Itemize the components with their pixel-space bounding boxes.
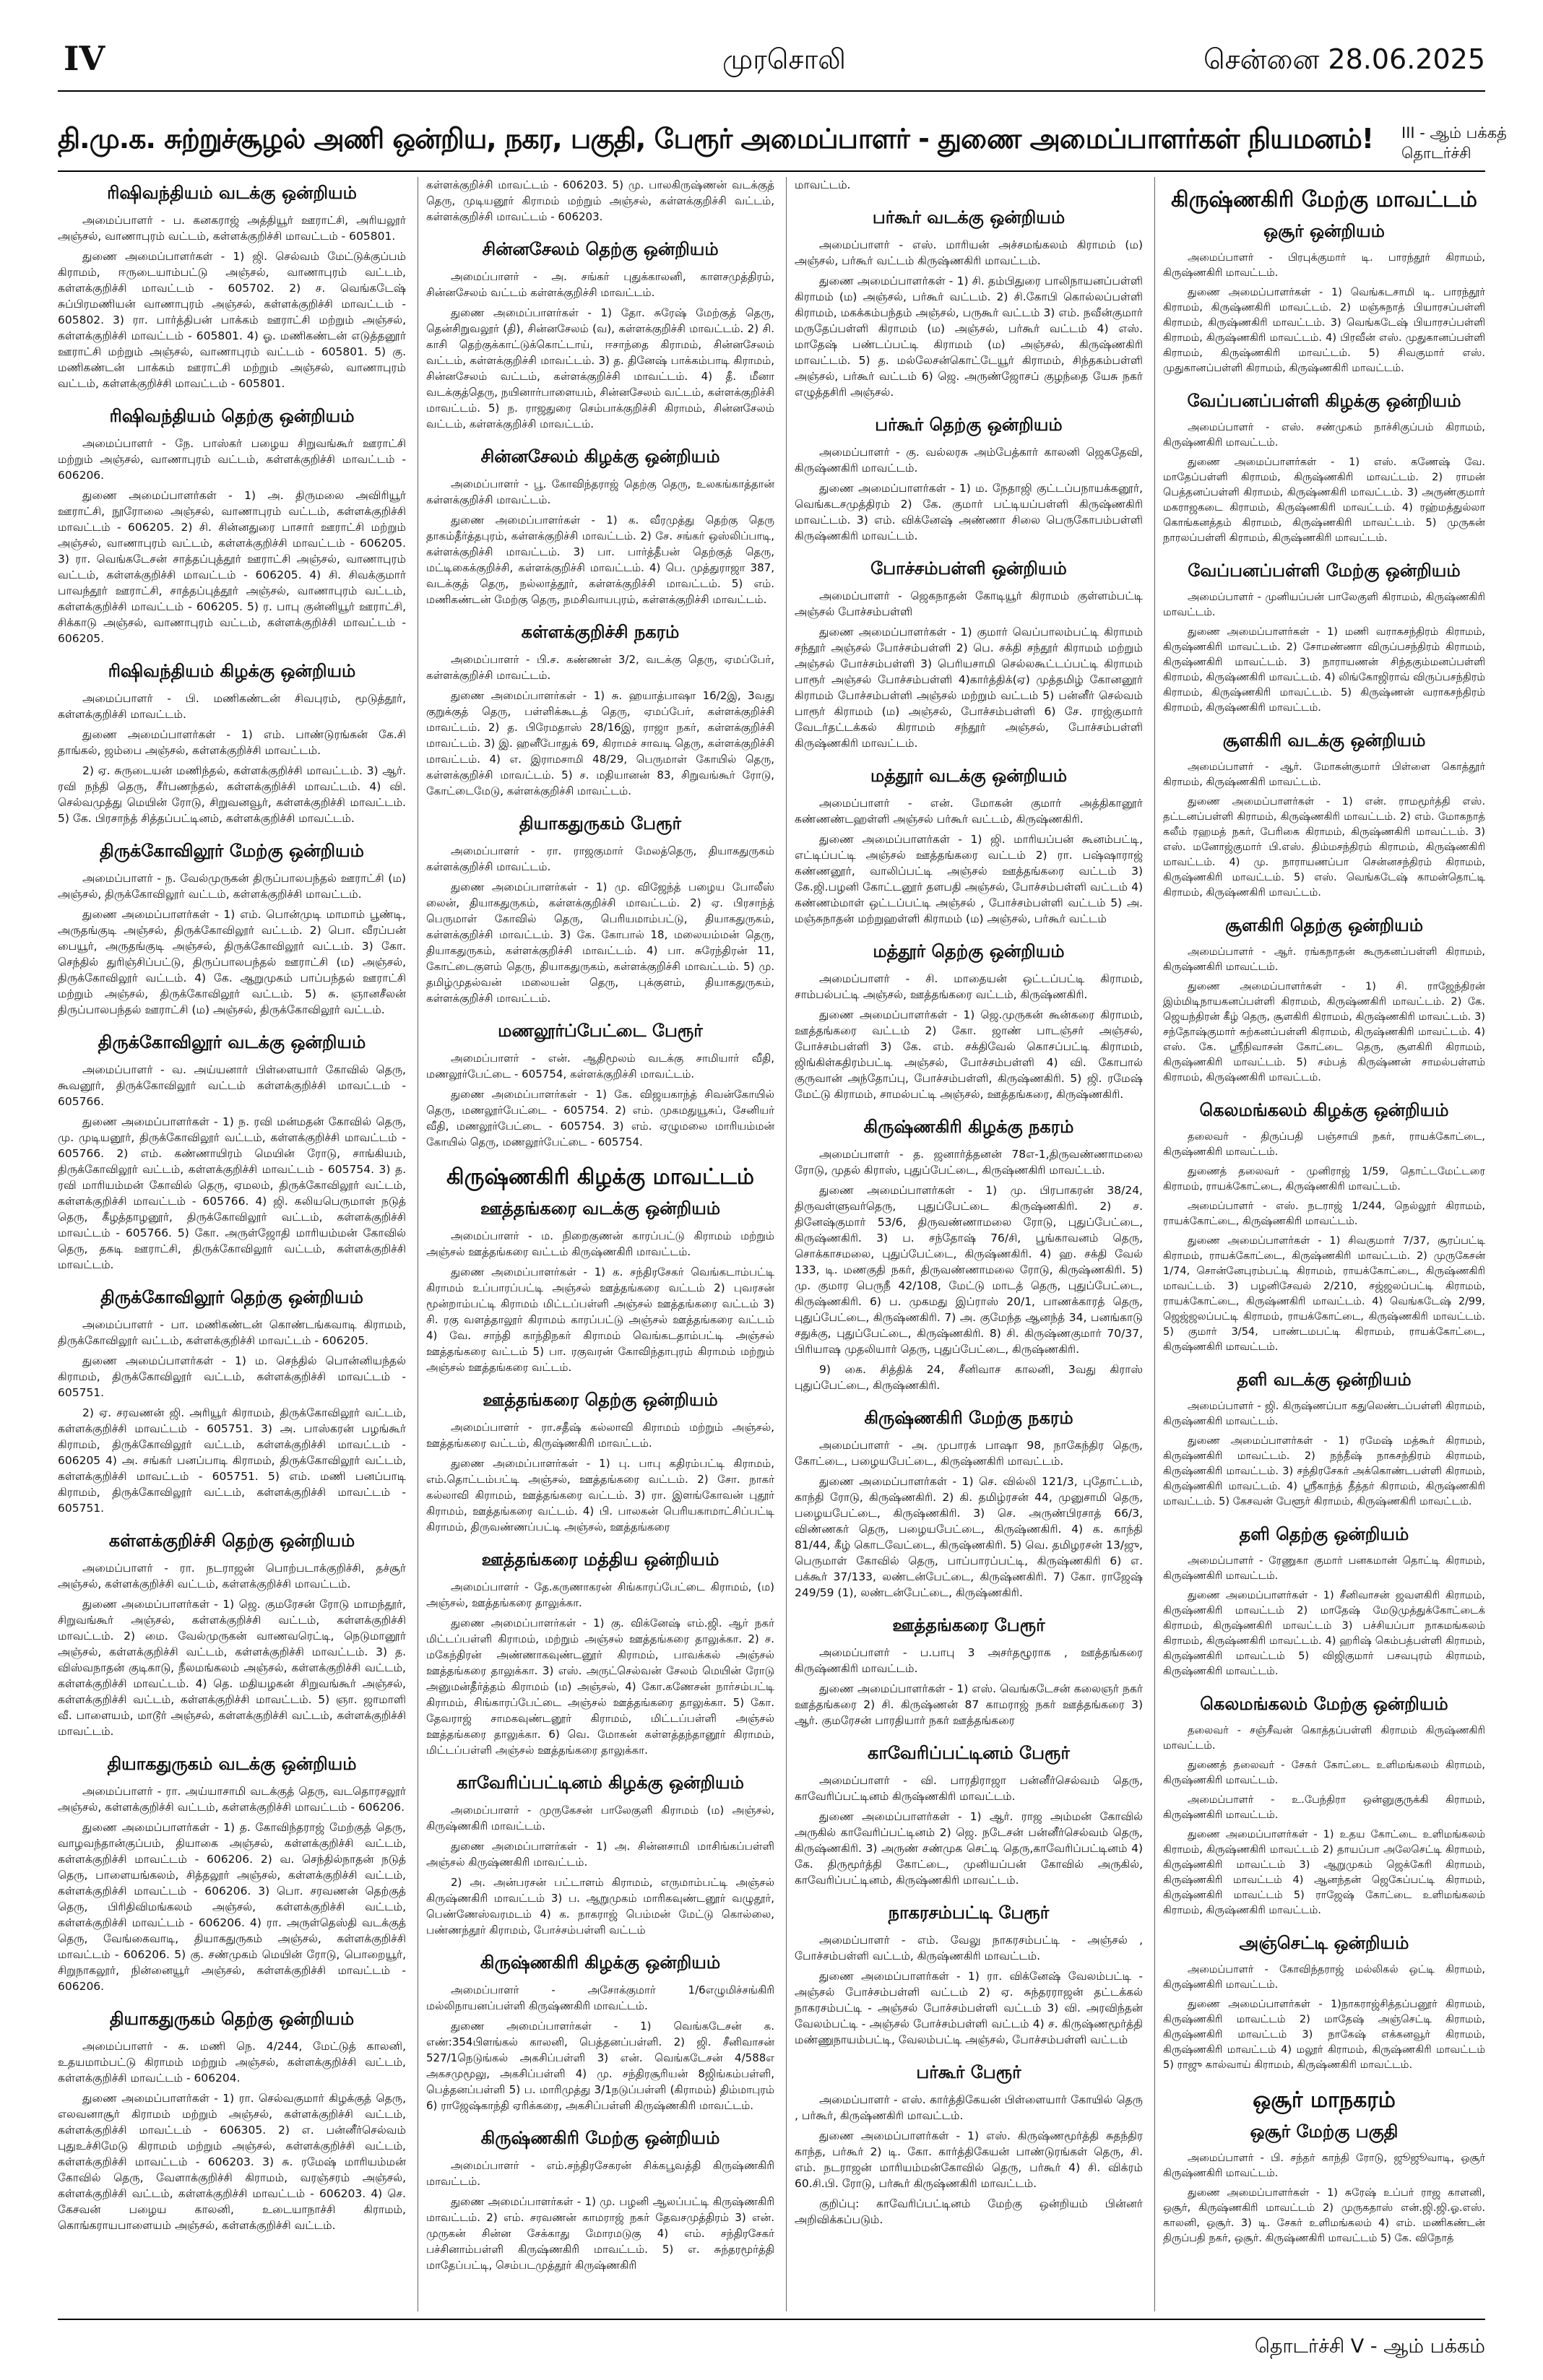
appointment-section bbox=[795, 558, 1143, 751]
appointment-paragraph: துணை அமைப்பாளர்கள் - 1) ஜெ.முருகன் கூன்கரை கிராமம், ஊத்தங்கரை வட்டம் 2) கோ. ஜாண் பாடஞ்சர் அஞ்சல், போச்சம்பள்ளி 3) கே. எம். சக்திவேல் கொசப்பட்டி கிராமம், ஜிங்கிள்கதிரம்பட்டி அஞ்சல், போச்சம்பள்ளி 4) வி. கோபால் குருவான் அந்தோப்பு, போச்சம்பள்ளி, கிருஷ்ணகிரி. 5) ஜி. ரமேஷ் மேட்டு கிராமம், சாமல்பட்டி அஞ்சல், ஊத்தங்கரை, கிருஷ்ணகிரி. bbox=[795, 1008, 1143, 1101]
appointment-paragraph: துணை அமைப்பாளர்கள் - 1) குமார் வெப்பாலம்பட்டி கிராமம் சந்தூர் அஞ்சல் போச்சம்பள்ளி 2) பெ. சக்தி சந்தூர் கிராமம் மற்றும் அஞ்சல் போச்சம்பள்ளி 3) பெரியசாமி செல்லகூட்டப்பட்டி கிராமம் பாரூர் அஞ்சல் போச்சம்பள்ளி 4)கார்த்திக்(ஏ) முத்தமிழ் கோனனூர் கிராமம் போச்சம்பள்ளி அஞ்சல் மற்றும் வட்டம் 5) பன்னீர் செல்வம் பாரூர் கிராமம் (ம) அஞ்சல், போச்சம்பள்ளி 6) சே. ராஜ்குமார் வேடர்தட்டக்கல் கிராமம் சந்தூர் அஞ்சல், போச்சம்பள்ளி கிருஷ்ணகிரி மாவட்டம். bbox=[795, 626, 1143, 750]
section-heading: கிருஷ்ணகிரி கிழக்கு நகரம் bbox=[863, 1117, 1074, 1137]
appointment-paragraph: துணை அமைப்பாளர்கள் - 1) பு. பாபு கதிரம்பட்டி கிராமம், எம்.தொட்டம்பட்டி அஞ்சல், ஊத்தங்கரை வட்டம். 2) சோ. நாகர் கல்லாவி கிராமம், ஊத்தங்கரை வட்டம். 3) ரா. இளங்கோவன் புதூர் கிராமம், ஊத்தங்கரை வட்டம். 4) பி. பாலகன் பெரியகாமாட்சிப்பட்டி கிராமம், திருவண்ணப்பட்டி அஞ்சல், ஊத்தங்கரை bbox=[426, 1457, 774, 1533]
appointment-paragraph: துணை அமைப்பாளர்கள் - 1) அ. திருமலை அவிரியூர் ஊராட்சி, நூரோலை அஞ்சல், வாணாபுரம் வட்டம், கள்ளக்குறிச்சி மாவட்டம் - 606205. 2) சி. சின்னதுரை பாசார் ஊராட்சி மற்றும் அஞ்சல், வாணாபுரம் வட்டம், கள்ளக்குறிச்சி மாவட்டம் - 606205. 3) ரா. வெங்கடேசன் சாத்தப்புத்தூர் ஊராட்சி அஞ்சல், வாணாபுரம் வட்டம், கள்ளக்குறிச்சி மாவட்டம் - 606205. 4) சி. சிவக்குமார் பாவந்தூர் ஊராட்சி, சாத்தப்புத்தூர் அஞ்சல், வாணாபுரம் வட்டம், கள்ளக்குறிச்சி மாவட்டம் - 606205. 5) ர. பாபு குன்னியூர் ஊராட்சி, சிக்காடு அஞ்சல், வாணாபுரம் வட்டம், கள்ளக்குறிச்சி மாவட்டம் - 606205. bbox=[58, 489, 406, 645]
appointment-paragraph: அமைப்பாளர் - வ. அய்யனார் பிள்ளையார் கோவில் தெரு, கூவனூர், திருக்கோவிலூர் வட்டம் கள்ளக்குறிச்சி மாவட்டம் - 605766. bbox=[58, 1063, 406, 1108]
appointment-paragraph: அமைப்பாளர் - நே. பாஸ்கர் பழைய சிறுவங்கூர் ஊராட்சி மற்றும் அஞ்சல், வாணாபுரம் வட்டம், கள்ளக்குறிச்சி மாவட்டம் - 606206. bbox=[58, 437, 406, 482]
appointment-section bbox=[426, 1021, 774, 1150]
appointment-section bbox=[795, 1743, 1143, 1888]
appointment-paragraph: துணை அமைப்பாளர்கள் - 1) ம. செந்தில் பொன்னியந்தல் கிராமம், திருக்கோவிலூர் வட்டம், கள்ளக்குறிச்சி மாவட்டம் - 605751. bbox=[58, 1354, 406, 1399]
section-heading: ஒசூர் ஒன்றியம் bbox=[1263, 221, 1385, 241]
appointment-paragraph: மாவட்டம். bbox=[795, 178, 851, 191]
appointment-paragraph: துணை அமைப்பாளர்கள் - 1) எஸ். கிருஷ்ணமூர்த்தி சுதந்திர காந்த, பர்கூர் 2) டி. கோ. கார்த்திகேயன் பாண்டுரங்கள் தெரு, சி. எம். நடராஜன் மாரியம்மன்கோவில் தெரு, பர்கூர் 4) சி. விக்ரம் 60.சி.பி. ரோடு, பர்கூர் கிருஷ்ணகிரி மாவட்டம். bbox=[795, 2129, 1143, 2190]
appointment-paragraph: அமைப்பாளர் - ரா. நடராஜன் பொற்படாக்குறிச்சி, தச்சூர் அஞ்சல், கள்ளக்குறிச்சி வட்டம், கள்ளக்குறிச்சி மாவட்டம். bbox=[58, 1562, 406, 1591]
appointment-paragraph: அமைப்பாளர் - பி.ச. கண்ணன் 3/2, வடக்கு தெரு, ஏமப்பேர், கள்ளக்குறிச்சி மாவட்டம். bbox=[426, 653, 774, 682]
column-divider bbox=[786, 177, 787, 2311]
appointment-paragraph: அமைப்பாளர் - என். மோகன் குமார் அத்திகானூர் கண்ணண்டஹள்ளி அஞ்சல் பர்கூர் வட்டம், கிருஷ்ணகிரி. bbox=[795, 797, 1143, 826]
appointment-section bbox=[58, 183, 406, 391]
appointment-paragraph: துணை அமைப்பாளர்கள் - 1) அ. சின்னசாமி மாசிங்கப்பள்ளி அஞ்சல் கிருஷ்ணகிரி மாவட்டம். bbox=[426, 1840, 774, 1869]
section-heading: பர்கூர் வடக்கு ஒன்றியம் bbox=[872, 207, 1066, 228]
section-heading: நாகரசம்பட்டி பேரூர் bbox=[888, 1903, 1050, 1923]
section-heading: சூளகிரி தெற்கு ஒன்றியம் bbox=[1224, 915, 1424, 935]
appointment-paragraph: அமைப்பாளர் - ம. நிறைகுணன் காரப்பட்டு கிராமம் மற்றும் அஞ்சல் ஊத்தங்கரை வட்டம் கிருஷ்ணகிரி மாவட்டம். bbox=[426, 1229, 774, 1258]
appointment-paragraph: அமைப்பாளர் - ப. கனகராஜ் அத்தியூர் ஊராட்சி, அரியலூர் அஞ்சல், வாணாபுரம் வட்டம், கள்ளக்குறிச்சி மாவட்டம் - 605801. bbox=[58, 214, 406, 243]
appointment-section bbox=[795, 1117, 1143, 1393]
section-heading: பர்கூர் தெற்கு ஒன்றியம் bbox=[875, 415, 1063, 435]
section-heading: கள்ளக்குறிச்சி நகரம் bbox=[521, 622, 680, 642]
appointment-paragraph: குறிப்பு: காவேரிப்பட்டினம் மேற்கு ஒன்றியம் பின்னர் அறிவிக்கப்படும். bbox=[795, 2197, 1143, 2226]
column-2 bbox=[426, 177, 774, 2311]
appointment-section bbox=[1163, 1524, 1485, 1679]
section-heading: மத்தூர் தெற்கு ஒன்றியம் bbox=[873, 941, 1065, 961]
appointment-paragraph: அமைப்பாளர் - என். ஆதிமூலம் வடக்கு சாமியார் வீதி, மணலூர்பேட்டை - 605754, கள்ளக்குறிச்சி மாவட்டம். bbox=[426, 1052, 774, 1081]
appointment-paragraph: அமைப்பாளர் - எஸ். நடராஜ் 1/244, நெல்லூர் கிராமம், ராயக்கோட்டை, கிருஷ்ணகிரி மாவட்டம். bbox=[1163, 1200, 1485, 1227]
appointment-section bbox=[795, 177, 1143, 193]
appointment-paragraph: துணை அமைப்பாளர்கள் - 1) சிவகுமார் 7/37, சூரப்பட்டி கிராமம், ராயக்கோட்டை, கிருஷ்ணகிரி மாவட்டம். 2) முருகேசன் 1/74, சொன்னேபுரம்பட்டி கிராமம், ராயக்கோட்டை, கிருஷ்ணகிரி மாவட்டம். 3) பழனிசேவல் 2/210, சஜ்ஜலப்பட்டி கிராமம், ராயக்கோட்டை, கிருஷ்ணகிரி மாவட்டம். 4) வெங்கடேஷ் 2/99, ஜெஜ்ஜலப்பட்டி கிராமம், ராயக்கோட்டை, கிருஷ்ணகிரி மாவட்டம். 5) குமார் 3/54, பாண்டமபட்டி கிராமம், ராயக்கோட்டை, கிருஷ்ணகிரி மாவட்டம். bbox=[1163, 1235, 1485, 1353]
appointment-section bbox=[426, 813, 774, 1006]
section-heading: ஊத்தங்கரை தெற்கு ஒன்றியம் bbox=[483, 1390, 718, 1410]
appointment-paragraph: தலைவர் - சஞ்சீவன் கொத்தப்பள்ளி கிராமம் கிருஷ்ணகிரி மாவட்டம். bbox=[1163, 1725, 1485, 1752]
section-heading: மணலூர்ப்பேட்டை பேரூர் bbox=[498, 1021, 703, 1041]
appointment-paragraph: துணைத் தலைவர் - சேகர் கோட்டை உளிமங்கலம் கிராமம், கிருஷ்ணகிரி மாவட்டம். bbox=[1163, 1760, 1485, 1786]
section-heading: சின்னசேலம் கிழக்கு ஒன்றியம் bbox=[480, 446, 720, 467]
dateline: சென்னை 28.06.2025 bbox=[1203, 43, 1485, 75]
appointment-paragraph: அமைப்பாளர் - சு. மணி நெ. 4/244, மேட்டுத் காலனி, உதயமாம்பட்டு கிராமம் மற்றும் அஞ்சல், கள்ளக்குறிச்சி வட்டம், கள்ளக்குறிச்சி மாவட்டம் - 606204. bbox=[58, 2040, 406, 2085]
section-heading: தியாகதுருகம் வடக்கு ஒன்றியம் bbox=[107, 1754, 357, 1774]
appointment-paragraph: அமைப்பாளர் - ரா.சதீஷ் கல்லாவி கிராமம் மற்றும் அஞ்சல், ஊத்தங்கரை வட்டம், கிருஷ்ணகிரி மாவட்டம். bbox=[426, 1421, 774, 1450]
appointment-paragraph: அமைப்பாளர் - ரா. ராஜகுமார் மேலத்தெரு, தியாகதுருகம் கள்ளக்குறிச்சி மாவட்டம். bbox=[426, 844, 774, 873]
appointment-section bbox=[1163, 915, 1485, 1086]
appointment-paragraph: 2) ஏ. சுருடையன் மணிந்தல், கள்ளக்குறிச்சி மாவட்டம். 3) ஆர். ரவி நந்தி தெரு, சீர்பணந்தல், கள்ளக்குறிச்சி மாவட்டம். 4) வி. செல்வமுத்து மெயின் ரோடு, சிறுவனவூர், கள்ளக்குறிச்சி மாவட்டம். 5) கே. பிரசாந்த் சித்தப்பட்டினம், கள்ளக்குறிச்சி மாவட்டம். bbox=[58, 764, 406, 825]
appointment-paragraph: அமைப்பாளர் - கோவிந்தராஜ் மல்லிகல் ஒட்டி கிராமம், கிருஷ்ணகிரி மாவட்டம். bbox=[1163, 1964, 1485, 1991]
appointment-paragraph: துணைத் தலைவர் - முனிராஜ் 1/59, தொட்டமேட்டரை கிராமம், ராயக்கோட்டை, கிருஷ்ணகிரி மாவட்டம். bbox=[1163, 1166, 1485, 1193]
appointment-section bbox=[426, 239, 774, 432]
appointment-paragraph: அமைப்பாளர் - பூ. கோவிந்தராஜ் தெற்கு தெரு, உலகங்காத்தான் கள்ளக்குறிச்சி மாவட்டம். bbox=[426, 477, 774, 506]
appointment-section bbox=[795, 941, 1143, 1102]
appointment-section bbox=[58, 2009, 406, 2233]
appointment-paragraph: துணை அமைப்பாளர்கள் - 1) சீனிவாசன் ஜவளகிரி கிராமம், கிருஷ்ணகிரி மாவட்டம் 2) மாதேஷ் மேடுமுத்துக்கோட்டைக் கிராமம், கிருஷ்ணகிரி மாவட்டம் 3) பச்சியப்பா நாகமங்கலம் கிராமம், கிருஷ்ணகிரி மாவட்டம். 4) ஹரிஷ் கெம்பத்பள்ளி கிராமம், கிருஷ்ணகிரி மாவட்டம் 5) விஜிகுமார் பசவபுரம் கிராமம், கிருஷ்ணகிரி மாவட்டம். bbox=[1163, 1590, 1485, 1677]
appointment-paragraph: துணை அமைப்பாளர்கள் - 1)நாகராஜ்சித்தப்பனூர் கிராமம், கிருஷ்ணகிரி மாவட்டம் 2) மாதேஷ் அஞ்செட்டி கிராமம், கிருஷ்ணகிரி மாவட்டம் 3) நாகேஷ் எக்கனவூர் கிராமம், கிருஷ்ணகிரி மாவட்டம் 4) மலூர் கிராமம், கிருஷ்ணகிரி மாவட்டம் 5) ராஜு கால்வாய் கிராமம், கிருஷ்ணகிரி மாவட்டம். bbox=[1163, 1999, 1485, 2071]
appointment-paragraph: அமைப்பாளர் - அ. முபாரக் பாஷா 98, நாகேந்திர தெரு, கோட்டை, பழையபேட்டை, கிருஷ்ணகிரி மாவட்டம். bbox=[795, 1439, 1143, 1468]
appointment-section bbox=[426, 622, 774, 799]
appointment-paragraph: துணை அமைப்பாளர்கள் - 1) ஜி. மாரியப்பன் கூனம்பட்டி, எட்டிப்பட்டி அஞ்சல் ஊத்தங்கரை வட்டம் 2) ரா. பஷ்ஷாராஜ் கண்ணனூர், வாலிப்பட்டி அஞ்சல் ஊத்தங்கரை வட்டம் 3) கே.ஜி.பழனி கோட்டனூர் தளபதி அஞ்சல், போச்சம்பள்ளி வட்டம் 4) கண்ணம்மாள் ஒட்டப்பட்டி அஞ்சல் , போச்சம்பள்ளி வட்டம் 5) அ. மஞ்சுநாதன் மற்றுஹள்ளி கிராமம் (ம) அஞ்சல், பர்கூர் வட்டம் bbox=[795, 833, 1143, 925]
appointment-section bbox=[795, 2062, 1143, 2228]
appointment-paragraph: துணை அமைப்பாளர்கள் - 1) க. வீரமுத்து தெற்கு தெரு தாகம்தீர்த்தபுரம், கள்ளக்குறிச்சி மாவட்டம். 2) சே. சங்கர் ஒஸ்லிப்பாடி, கள்ளக்குறிச்சி மாவட்டம். 3) பா. பார்த்தீபன் தெற்குத் தெரு, மட்டிகைக்குறிச்சி, கள்ளக்குறிச்சி மாவட்டம். 4) பெ. முத்துராஜா 387, வடக்குத் தெரு, நல்லாத்தூர், கள்ளக்குறிச்சி மாவட்டம். 5) எம். மணிகண்டன் மேற்கு தெரு, நமசிவாயபுரம், கள்ளக்குறிச்சி மாவட்டம். bbox=[426, 514, 774, 606]
section-heading: ஊத்தங்கரை பேரூர் bbox=[892, 1615, 1045, 1635]
section-heading: பர்கூர் பேரூர் bbox=[916, 2062, 1021, 2082]
section-heading: ரிஷிவந்தியம் கிழக்கு ஒன்றியம் bbox=[108, 661, 356, 681]
section-heading: வேப்பனப்பள்ளி கிழக்கு ஒன்றியம் bbox=[1187, 391, 1461, 411]
appointment-paragraph: அமைப்பாளர் - அசோக்குமார் 1/6எழுமிச்சங்கிரி மல்லிநாயனப்பள்ளி கிருஷ்ணகிரி மாவட்டம். bbox=[426, 1983, 774, 2012]
section-heading: கெலமங்கலம் கிழக்கு ஒன்றியம் bbox=[1199, 1100, 1449, 1120]
appointment-paragraph: துணை அமைப்பாளர்கள் - 1) ஜெ. குமரேசன் ரோடு மாமந்தூர், சிறுவங்கூர் அஞ்சல், கள்ளக்குறிச்சி வட்டம், கள்ளக்குறிச்சி மாவட்டம். 2) மை. வேல்முருகன் வாணவரெட்டி, நெடுமானூர் அஞ்சல், கள்ளக்குறிச்சி வட்டம், கள்ளக்குறிச்சி மாவட்டம். 3) த. விஸ்வநாதன் குடிகாடு, நீலமங்கலம் அஞ்சல், கள்ளக்குறிச்சி வட்டம், கள்ளக்குறிச்சி மாவட்டம். 4) தெ. மதியழகன் சிறுவங்கூர் அஞ்சல், கள்ளக்குறிச்சி வட்டம், கள்ளக்குறிச்சி மாவட்டம். 5) ஞா. ஜாமாளி வீ. பாளையம், மாடூர் அஞ்சல், கள்ளக்குறிச்சி வட்டம், கள்ளக்குறிச்சி மாவட்டம். bbox=[58, 1598, 406, 1738]
appointment-section bbox=[58, 661, 406, 826]
appointment-section bbox=[426, 446, 774, 607]
appointment-section bbox=[1163, 1694, 1485, 1918]
appointment-paragraph: அமைப்பாளர் - அ. சங்கர் புதுக்காலனி, காளசமுத்திரம், சின்னசேலம் வட்டம் கள்ளக்குறிச்சி மாவட்டம். bbox=[426, 270, 774, 299]
page-number: IV bbox=[64, 39, 105, 78]
appointment-paragraph: அமைப்பாளர் - ஜி. கிருஷ்ணப்பா கதுலெண்டப்பள்ளி கிராமம், கிருஷ்ணகிரி மாவட்டம். bbox=[1163, 1401, 1485, 1427]
appointment-paragraph: துணை அமைப்பாளர்கள் - 1) எஸ். கணேஷ் வே. மாதேப்பள்ளி கிராமம், கிருஷ்ணகிரி மாவட்டம். 2) ராமன் பெத்தனப்பள்ளி கிராமம், கிருஷ்ணகிரி மாவட்டம். 3) அருண்குமார் மகராஜகடை கிராமம், கிருஷ்ணகிரி மாவட்டம். 4) ரஹ்மத்துல்லா கொங்கனத்தம் கிராமம், கிருஷ்ணகிரி மாவட்டம். 5) முருகன் நாரலப்பள்ளி கிராமம், கிருஷ்ணகிரி மாவட்டம். bbox=[1163, 456, 1485, 544]
appointment-section bbox=[1163, 561, 1485, 716]
appointment-paragraph: அமைப்பாளர் - ந. வேல்முருகன் திருப்பாலபந்தல் ஊராட்சி (ம) அஞ்சல், திருக்கோவிலூர் வட்டம், கள்ளக்குறிச்சி மாவட்டம். bbox=[58, 872, 406, 901]
appointment-section bbox=[58, 1032, 406, 1273]
appointment-paragraph: அமைப்பாளர் - கு. வல்லரசு அம்பேத்கார் காலனி ஜெகதேவி, கிருஷ்ணகிரி மாவட்டம். bbox=[795, 446, 1143, 475]
appointment-section bbox=[426, 1773, 774, 1938]
appointment-paragraph: அமைப்பாளர் - உ.பேந்திரா ஒன்னுகுருக்கி கிராமம், கிருஷ்ணகிரி மாவட்டம். bbox=[1163, 1794, 1485, 1821]
appointment-section bbox=[58, 1531, 406, 1739]
appointment-paragraph: அமைப்பாளர் - சி. மாதையன் ஒட்டப்பட்டி கிராமம், சாம்பல்பட்டி அஞ்சல், ஊத்தங்கரை வட்டம், கிருஷ்ணகிரி. bbox=[795, 972, 1143, 1001]
appointment-section bbox=[58, 1287, 406, 1516]
section-heading: கள்ளக்குறிச்சி தெற்கு ஒன்றியம் bbox=[108, 1531, 355, 1551]
appointment-paragraph: அமைப்பாளர் - எம்.சந்திரசேகரன் சிக்கபூவத்தி கிருஷ்ணகிரி மாவட்டம். bbox=[426, 2159, 774, 2188]
continuation-note bbox=[1401, 123, 1507, 163]
appointment-section bbox=[426, 1390, 774, 1535]
appointment-section bbox=[58, 841, 406, 1018]
appointment-paragraph: துணை அமைப்பாளர்கள் - 1) உதய கோட்டை உளிமங்கலம் கிராமம், கிருஷ்ணகிரி மாவட்டம் 2) தாயப்பா அலேசெட்டி கிராமம், கிருஷ்ணகிரி மாவட்டம் 3) ஆறுமுகம் ஜெக்கேரி கிராமம், கிருஷ்ணகிரி மாவட்டம் 4) ஆனந்தன் ஜெகேப்பட்டி கிராமம், கிருஷ்ணகிரி மாவட்டம் 5) ராஜேஷ் கோட்டை உளிமங்கலம் கிராமம், கிருஷ்ணகிரி மாவட்டம். bbox=[1163, 1829, 1485, 1916]
section-heading: காவேரிப்பட்டினம் பேரூர் bbox=[868, 1743, 1070, 1763]
appointment-paragraph: தலைவர் - திருப்பதி பஞ்சாயி நகர், ராயக்கோட்டை, கிருஷ்ணகிரி மாவட்டம். bbox=[1163, 1131, 1485, 1158]
section-heading: தளி தெற்கு ஒன்றியம் bbox=[1239, 1524, 1409, 1544]
section-heading: தளி வடக்கு ஒன்றியம் bbox=[1237, 1369, 1412, 1390]
appointment-paragraph: அமைப்பாளர் - முனியப்பன் பாலேகுளி கிராமம், கிருஷ்ணகிரி மாவட்டம். bbox=[1163, 592, 1485, 618]
appointment-paragraph: அமைப்பாளர் - ரேணுகா குமார் பனகமான் தொட்டி கிராமம், கிருஷ்ணகிரி மாவட்டம். bbox=[1163, 1555, 1485, 1582]
appointment-paragraph: துணை அமைப்பாளர்கள் - 1) த. கோவிந்தராஜ் மேற்குத் தெரு, வாழவந்தான்குப்பம், தியாகை அஞ்சல், கள்ளக்குறிச்சி வட்டம், கள்ளக்குறிச்சி மாவட்டம் - 606206. 2) வ. செந்தில்நாதன் நடுத் தெரு, பாளையங்கலம், சித்தலூர் அஞ்சல், கள்ளக்குறிச்சி வட்டம், கள்ளக்குறிச்சி மாவட்டம் - 606206. 3) பொ. சரவணன் தெற்குத் தெரு, பிரிதிவிமங்கலம் அஞ்சல், கள்ளக்குறிச்சி வட்டம், கள்ளக்குறிச்சி மாவட்டம் - 606206. 4) ரா. அருள்தெஸ்தி வடக்குத் தெரு, வேங்கைவாடி, தியாகதுருகம் அஞ்சல், கள்ளக்குறிச்சி மாவட்டம் - 606206. 5) கு. சண்முகம் மெயின் ரோடு, பொறையூர், சிறுநாகலூர், நின்னையூர் அஞ்சல், கள்ளக்குறிச்சி மாவட்டம் - 606206. bbox=[58, 1821, 406, 1993]
appointment-paragraph: அமைப்பாளர் - தே.கருணாகரன் சிங்காரப்பேட்டை கிராமம், (ம) அஞ்சல், ஊத்தங்கரை தாலுக்கா. bbox=[426, 1580, 774, 1609]
section-heading: ஊத்தங்கரை வடக்கு ஒன்றியம் bbox=[480, 1198, 721, 1219]
appointment-section bbox=[1163, 391, 1485, 546]
appointment-section bbox=[1163, 1369, 1485, 1510]
appointment-paragraph: துணை அமைப்பாளர்கள் - 1) வெங்கடசாமி டி. பாரந்தூர் கிராமம், கிருஷ்ணகிரி மாவட்டம். 2) மஞ்சுநாத் பியாரசப்பள்ளி கிராமம், கிருஷ்ணகிரி மாவட்டம். 3) வெங்கடேஷ் பியாரசப்பள்ளி கிராமம், கிருஷ்ணகிரி மாவட்டம். 4) பிரவீன் எஸ். முதுகானப்பள்ளி கிராமம், கிருஷ்ணகிரி மாவட்டம். 5) சிவகுமார் எஸ். முதுகானப்பள்ளி கிராமம், கிருஷ்ணகிரி மாவட்டம். bbox=[1163, 287, 1485, 374]
appointment-paragraph: துணை அமைப்பாளர்கள் - 1) மு. பிரபாகரன் 38/24, திருவள்ளுவர்தெரு, புதுப்பேட்டை கிருஷ்ணகிரி. 2) ச. தினேஷ்குமார் 53/6, திருவண்ணாமலை ரோடு, புதுப்பேட்டை, கிருஷ்ணகிரி. 3) ப. சந்தோஷ் 76/சி, பூங்காவனம் தெரு, சொக்காசமலை, புதுப்பேட்டை, கிருஷ்ணகிரி. 4) ஹ. சக்தி வேல் 133, டி. மணகுதி நகர், திருவண்ணாமலை ரோடு, கிருஷ்ணகிரி. 5) மு. குமார பெருநீ 42/108, மேட்டு மாடத் தெரு, புதுப்பேட்டை, கிருஷ்ணகிரி. 6) ப. முகமது இப்ராஸ் 20/1, பாணக்காரத் தெரு, புதுப்பேட்டை, கிருஷ்ணகிரி. 7) அ. குமேந்த ஆனந்த் 34, பனங்காடு சதுக்கு, புதுப்பேட்டை, கிருஷ்ணகிரி. 8) சி. கிருஷ்ணகுமார் 70/37, பிரியாஷ முதலியார் தெரு, புதுப்பேட்டை, கிருஷ்ணகிரி. bbox=[795, 1184, 1143, 1356]
appointment-paragraph: துணை அமைப்பாளர்கள் - 1) வெங்கடேசன் க. எண்:354பிளங்கல் காலனி, பெத்தனப்பள்ளி. 2) ஜி. சீனிவாசன் 527/1நெடுங்கல் அகசிப்பள்ளி 3) என். வெங்கடேசன் 4/588எ அகசமுமூலு, அகசிப்பள்ளி 4) மு. சந்திரசூரியன் 8ஜிங்கம்பள்ளி, பெத்தனப்பள்ளி 5) ப. மாரிமுத்து 3/1நடுப்பள்ளி (கிராமம்) திம்மாபுரம் 6) ராஜேஷ்காந்தி ஏரிக்கரை, அகசிப்பள்ளி கிருஷ்ணகிரி மாவட்டம். bbox=[426, 2020, 774, 2112]
column-4 bbox=[1163, 177, 1485, 2311]
appointment-paragraph: துணை அமைப்பாளர்கள் - 1) எம். பொன்முடி மாமாம் பூண்டி, அருதங்குடி அஞ்சல், திருக்கோவிலூர் வட்டம். 2) பொ. வீரப்பன் பையூர், அருதங்குடி அஞ்சல், திருக்கோவிலூர் வட்டம். 3) கோ. செந்தில் துரிஞ்சிப்பட்டு, திருப்பாலபந்தல் ஊராட்சி (ம) அஞ்சல், திருக்கோவிலூர் வட்டம். 4) கே. ஆறுமுகம் பாப்பந்தல் ஊராட்சி மற்றும் அஞ்சல், திருக்கோவிலூர் வட்டம். 5) சு. ஞானசீலன் திருப்பாலபந்தல் ஊராட்சி (ம) அஞ்சல், திருக்கோவிலூர் வட்டம். bbox=[58, 908, 406, 1016]
appointment-paragraph: துணை அமைப்பாளர்கள் - 1) எம். பாண்டுரங்கன் கே.சி தாங்கல், ஜம்பை அஞ்சல், கள்ளக்குறிச்சி மாவட்டம். bbox=[58, 728, 406, 757]
section-heading: சூளகிரி வடக்கு ஒன்றியம் bbox=[1222, 730, 1426, 750]
newspaper-name: முரசொலி bbox=[722, 43, 846, 75]
appointment-paragraph: துணை அமைப்பாளர்கள் - 1) சு. ஹயாத்பாஷா 16/2இ, 3வது குறுக்குத் தெரு, பள்ளிக்கூடத் தெரு, ஏமப்பேர், கள்ளக்குறிச்சி மாவட்டம். 2) த. பிரேமதாஸ் 28/16இ, ராஜா நகர், கள்ளக்குறிச்சி மாவட்டம். 3) இ. ஹனீபோதுக் 69, கிராமச் சாவடி தெரு, கள்ளக்குறிச்சி மாவட்டம். 4) எ. இராமசாமி 48/29, பெருமாள் கோயில் தெரு, கள்ளக்குறிச்சி மாவட்டம். 5) ச. மதியானன் 83, சிறுவங்கூர் ரோடு, கோட்டைமேடு, கள்ளக்குறிச்சி மாவட்டம். bbox=[426, 689, 774, 797]
header-rule bbox=[58, 90, 1485, 92]
appointment-paragraph: துணை அமைப்பாளர்கள் - 1) க. சந்திரசேகர் வெங்கடாம்பட்டி கிராமம் உப்பாரப்பட்டி அஞ்சல் ஊத்தங்கரை வட்டம் 2) புவரசன் மூன்றாம்பட்டி கிராமம் மிட்டப்பள்ளி அஞ்சல் ஊத்தங்கரை வட்டம் 3) சி. ரகு வளத்தாலூர் கிராமம் காரப்பட்டு அஞ்சல் ஊத்தங்கரை வட்டம் 4) வே. சாந்தி காந்திநகர் கிராமம் வெங்கடதாம்பட்டி அஞ்சல் ஊத்தங்கரை வட்டம் 5) பா. ரகுவரன் கோவிந்தாபுரம் கிராமம் மற்றும் அஞ்சல் ஊத்தங்கரை வட்டம். bbox=[426, 1265, 774, 1374]
section-heading: திருக்கோவிலூர் மேற்கு ஒன்றியம் bbox=[100, 841, 364, 861]
appointment-paragraph: துணை அமைப்பாளர்கள் - 1) எஸ். வெங்கடேசன் கலைஞர் நகர் ஊத்தங்கரை 2) சி. கிருஷ்ணன் 87 காமராஜ் நகர் ஊத்தங்கரை 3) ஆர். குமரேசன் பாரதியார் நகர் ஊத்தங்கரை bbox=[795, 1682, 1143, 1727]
appointment-paragraph: அமைப்பாளர் - எஸ். மாரியன் அச்சமங்கலம் கிராமம் (ம) அஞ்சல், பர்கூர் வட்டம் கிருஷ்ணகிரி மாவட்டம். bbox=[795, 238, 1143, 267]
headline: தி.மு.க. சுற்றுச்சூழல் அணி ஒன்றிய, நகர, பகுதி, பேரூர் அமைப்பாளர் - துணை அமைப்பாளர்கள் நியமனம்! bbox=[58, 123, 1374, 155]
appointment-paragraph: அமைப்பாளர் - பிரபுக்குமார் டி. பாரந்தூர் கிராமம், கிருஷ்ணகிரி மாவட்டம். bbox=[1163, 252, 1485, 279]
section-heading: மத்தூர் வடக்கு ஒன்றியம் bbox=[870, 766, 1067, 786]
section-heading: வேப்பனப்பள்ளி மேற்கு ஒன்றியம் bbox=[1188, 561, 1461, 581]
appointment-paragraph: துணை அமைப்பாளர்கள் - 1) என். ராமமூர்த்தி எஸ். தட்டனப்பள்ளி கிராமம், கிருஷ்ணகிரி மாவட்டம். 2) எம். மோகநாத் கலீம் ரஹமத் நகர், பேரிகை கிராமம், கிருஷ்ணகிரி மாவட்டம். 3) எஸ். மனோஜ்குமார் பி.எஸ். திம்மசந்திரம் கிராமம், கிருஷ்ணகிரி மாவட்டம். 4) மு. நாராயணப்பா சென்னசந்திரம் கிராமம், கிருஷ்ணகிரி மாவட்டம். 5) எஸ். வெங்கடேஷ் காமன்தொட்டி கிராமம், கிருஷ்ணகிரி மாவட்டம். bbox=[1163, 796, 1485, 899]
appointment-paragraph: துணை அமைப்பாளர்கள் - 1) ம. நேதாஜி குட்டப்பநாயக்கனூர், வெங்கடசமுத்திரம் 2) கே. குமார் பட்டியப்பள்ளி கிருஷ்ணகிரி மாவட்டம். 3) எம். விக்னேஷ் அண்ணா சிலை பெருகோபம்பள்ளி கிருஷ்ணகிரி மாவட்டம். bbox=[795, 482, 1143, 542]
appointment-paragraph: துணை அமைப்பாளர்கள் - 1) மு. விஜேந்த் பழைய போலீஸ் லைன், தியாகதுருகம், கள்ளக்குறிச்சி மாவட்டம். 2) ஏ. பிரசாந்த் பெருமாள் கோவில் தெரு, பெரியமாம்பட்டு, தியாகதுருகம், கள்ளக்குறிச்சி மாவட்டம். 3) கே. கோபால் 18, மலையம்மன் தெரு, தியாகதுருகம், கள்ளக்குறிச்சி மாவட்டம். 4) பா. சுரேந்திரன் 11, கோட்டைகுளம் தெரு, தியாகதுருகம், கள்ளக்குறிச்சி மாவட்டம். 5) மு. தமிழ்முதல்வன் மலையன் தெரு, புக்குளம், தியாகதுருகம், கள்ளக்குறிச்சி மாவட்டம். bbox=[426, 880, 774, 1005]
appointment-paragraph: அமைப்பாளர் - பா. மணிகண்டன் கொண்டங்கவாடி கிராமம், திருக்கோவிலூர் வட்டம், கள்ளக்குறிச்சி மாவட்டம் - 606205. bbox=[58, 1318, 406, 1347]
appointment-paragraph: துணை அமைப்பாளர்கள் - 1) ரமேஷ் மத்கூர் கிராமம், கிருஷ்ணகிரி மாவட்டம். 2) நந்தீஷ் நாகசந்திரம் கிராமம், கிருஷ்ணகிரி மாவட்டம். 3) சந்திரசேகர் அக்கொண்டபள்ளி கிராமம், கிருஷ்ணகிரி மாவட்டம். 4) ஸ்ரீகாந்த் தீத்தர் கிராமம், கிருஷ்ணகிரி மாவட்டம். 5) கேசவன் பேளூர் கிராமம், கிருஷ்ணகிரி மாவட்டம். bbox=[1163, 1435, 1485, 1507]
appointment-section bbox=[1163, 730, 1485, 901]
footer-rule bbox=[58, 2319, 1485, 2320]
appointment-section bbox=[795, 207, 1143, 400]
section-heading: ஊத்தங்கரை மத்திய ஒன்றியம் bbox=[481, 1549, 719, 1570]
appointment-section bbox=[58, 406, 406, 646]
section-heading: கிருஷ்ணகிரி மேற்கு நகரம் bbox=[864, 1408, 1073, 1428]
section-heading: கிருஷ்ணகிரி கிழக்கு ஒன்றியம் bbox=[480, 1952, 721, 1973]
continuation-line: III - ஆம் பக்கத் bbox=[1401, 124, 1507, 142]
district-heading: கிருஷ்ணகிரி மேற்கு மாவட்டம் bbox=[1171, 187, 1477, 212]
appointment-paragraph: கள்ளக்குறிச்சி மாவட்டம் - 606203. 5) மு. பாலகிருஷ்ணன் வடக்குத் தெரு, முடியனூர் கிராமம் மற்றும் அஞ்சல், கள்ளக்குறிச்சி வட்டம், கள்ளக்குறிச்சி மாவட்டம் - 606203. bbox=[426, 178, 774, 223]
continued-on-note: தொடர்ச்சி V - ஆம் பக்கம் bbox=[1254, 2335, 1485, 2358]
district-heading: கிருஷ்ணகிரி கிழக்கு மாவட்டம் bbox=[446, 1164, 754, 1190]
section-heading: திருக்கோவிலூர் தெற்கு ஒன்றியம் bbox=[100, 1287, 363, 1307]
appointment-paragraph: துணை அமைப்பாளர்கள் - 1) ந. ரவி மன்மதன் கோவில் தெரு, மு. முடியனூர், திருக்கோவிலூர் வட்டம், கள்ளக்குறிச்சி மாவட்டம் - 605766. 2) எம். கண்ணாயிரம் மெயின் ரோடு, சாங்கியம், திருக்கோவிலூர் வட்டம், கள்ளக்குறிச்சி மாவட்டம் - 605754. 3) த. ரவி மாரியம்மன் கோவில் தெரு, ஏமலம், திருக்கோவிலூர் வட்டம், கள்ளக்குறிச்சி மாவட்டம் - 605766. 4) ஜி. கலியபெருமாள் நடுத் தெரு, கீழத்தாழனூர், திருக்கோவிலூர் வட்டம், கள்ளக்குறிச்சி மாவட்டம் - 605766. 5) கோ. அருள்ஜோதி மாரியம்மன் கோவில் தெரு, தகடி ஊராட்சி, திருக்கோவிலூர் வட்டம், கள்ளக்குறிச்சி மாவட்டம். bbox=[58, 1115, 406, 1271]
appointment-paragraph: அமைப்பாளர் - எம். வேலு நாகரசம்பட்டி - அஞ்சல் , போச்சம்பள்ளி வட்டம், கிருஷ்ணகிரி மாவட்டம். bbox=[795, 1934, 1143, 1963]
section-heading: போச்சம்பள்ளி ஒன்றியம் bbox=[870, 558, 1067, 579]
appointment-paragraph: துணை அமைப்பாளர்கள் - 1) கு. விக்னேஷ் எம்.ஜி. ஆர் நகர் மிட்டப்பள்ளி கிராமம், மற்றும் அஞ்சல் ஊத்தங்கரை தாலுக்கா. 2) ச. மகேந்திரன் அண்ணாகவுண்டனூர் கிராமம், பாவக்கல் அஞ்சல் ஊத்தங்கரை தாலுக்கா. 3) எஸ். அருட்செல்வன் சேலம் மெயின் ரோடு அனுமன்தீர்த்தம் கிராமம் (ம) அஞ்சல், 4) கோ.கணேசன் நார்சம்பட்டி கிராமம், சிங்காரப்பேட்டை அஞ்சல் ஊத்தங்கரை தாலுக்கா. 5) கோ. தேவராஜ் சாமகவுண்டனூர் கிராமம், மிட்டப்பள்ளி அஞ்சல் ஊத்தங்கரை தாலுக்கா. 6) வெ. மோகன் கள்ளத்தந்தானூர் கிராமம், மிட்டப்பள்ளி அஞ்சல் ஊத்தங்கரை தாலுக்கா. bbox=[426, 1617, 774, 1757]
appointment-paragraph: துணை அமைப்பாளர்கள் - 1) ஜி. செல்வம் மேட்டுக்குப்பம் கிராமம், ஈருடையாம்பட்டு அஞ்சல், வாணாபுரம் வட்டம், கள்ளக்குறிச்சி மாவட்டம் - 605702. 2) ச. வெங்கடேஷ் சுப்பிரமணியன் வாணாபுரம் அஞ்சல், கள்ளக்குறிச்சி மாவட்டம் - 605802. 3) ரா. பார்த்திபன் பாக்கம் ஊராட்சி மற்றும் அஞ்சல், கள்ளக்குறிச்சி மாவட்டம் - 605801. 4) ஓ. மணிகண்டன் எடுத்தனூர் ஊராட்சி மற்றும் அஞ்சல், வாணாபுரம் வட்டம் - 605801. 5) கு. மணிகண்டன் பாக்கம் ஊராட்சி மற்றும் அஞ்சல், வாணாபுரம் வட்டம், கள்ளக்குறிச்சி மாவட்டம் - 605801. bbox=[58, 250, 406, 390]
appointment-paragraph: துணை அமைப்பாளர்கள் - 1) சி. ராஜேந்திரன் இம்மிடிநாயகனப்பள்ளி கிராமம், கிருஷ்ணகிரி மாவட்டம். 2) கே. ஜெயந்திரன் கீழ் தெரு, சூளகிரி கிராமம், கிருஷ்ணகிரி மாவட்டம். 3) சந்தோஷ்குமார் சுற்கனப்பள்ளி கிராமம், கிருஷ்ணகிரி மாவட்டம். 4) எஸ். கே. ஸ்ரீநிவாசன் கோட்டை தெரு, சூளகிரி கிராமம், கிருஷ்ணகிரி மாவட்டம். 5) சம்பத் கிருஷ்ணன் சாமல்பள்ளம் கிராமம், கிருஷ்ணகிரி மாவட்டம். bbox=[1163, 981, 1485, 1083]
appointment-paragraph: துணை அமைப்பாளர்கள் - 1) செ. வில்லி 121/3, புதோட்டம், காந்தி ரோடு, கிருஷ்ணகிரி. 2) கி. தமிழ்ரசன் 44, முனுசாமி தெரு, பழையபேட்டை, கிருஷ்ணகிரி. 3) செ. அருண்பிரசாத் 66/3, விண்ணகர் தெரு, பழையபேட்டை, கிருஷ்ணகிரி. 4) க. காந்தி 81/44, கீழ் கொடவேட்டை, கிருஷ்ணகிரி. 5) வெ. தமிழரசன் 13/ஜு, பெருமாள் கோவில் தெரு, பாப்பாரப்பட்டி, கிருஷ்ணகிரி 6) எ. பக்கூர் 37/133, லண்டன்பேட்டை, கிருஷ்ணகிரி. 7) கோ. ராஜேஷ் 249/59 (1), லண்டன்பேட்டை, கிருஷ்ணகிரி. bbox=[795, 1475, 1143, 1599]
appointment-section bbox=[795, 1903, 1143, 2048]
appointment-paragraph: 2) அ. அன்பரசன் பட்டாளம் கிராமம், எருமாம்பட்டி அஞ்சல் கிருஷ்ணகிரி மாவட்டம் 3) ப. ஆறுமுகம் மாரிகவுண்டனூர் வழுதூர், பெண்ணேஸ்வரமடம் 4) க. நாகராஜ் பெம்மன் மேட்டு கொல்லை, பண்ணந்தூர் கிராமம், போச்சம்பள்ளி வட்டம் bbox=[426, 1876, 774, 1937]
appointment-paragraph: அமைப்பாளர் - ப.பாபு 3 அசர்தழூராக , ஊத்தங்கரை கிருஷ்ணகிரி மாவட்டம். bbox=[795, 1646, 1143, 1675]
appointment-paragraph: அமைப்பாளர் - த. ஜனார்த்தனன் 78எ-1,திருவண்ணாமலை ரோடு, முதல் கிராஸ், புதுப்பேட்டை, கிருஷ்ணகிரி மாவட்டம். bbox=[795, 1148, 1143, 1177]
section-heading: தியாகதுருகம் தெற்கு ஒன்றியம் bbox=[109, 2009, 355, 2029]
section-heading: திருக்கோவிலூர் வடக்கு ஒன்றியம் bbox=[98, 1032, 366, 1052]
appointment-paragraph: 2) ஏ. சரவணன் ஜி. அரியூர் கிராமம், திருக்கோவிலூர் வட்டம், கள்ளக்குறிச்சி மாவட்டம் - 605751. 3) அ. பாஸ்கரன் பழங்கூர் கிராமம், திருக்கோவிலூர் வட்டம், கள்ளக்குறிச்சி மாவட்டம் - 606205 4) அ. சங்கர் பனப்பாடி கிராமம், திருக்கோவிலூர் வட்டம், கள்ளக்குறிச்சி மாவட்டம் - 605751. 5) எம். மணி பனப்பாடி கிராமம், திருக்கோவிலூர் வட்டம், கள்ளக்குறிச்சி மாவட்டம் - 605751. bbox=[58, 1406, 406, 1515]
section-heading: தியாகதுருகம் பேரூர் bbox=[519, 813, 682, 834]
appointment-section bbox=[426, 1952, 774, 2113]
appointment-section bbox=[1163, 1100, 1485, 1355]
section-heading: காவேரிப்பட்டினம் கிழக்கு ஒன்றியம் bbox=[457, 1773, 744, 1793]
appointment-paragraph: துணை அமைப்பாளர்கள் - 1) ரா. செல்வகுமார் கிழக்குத் தெரு, எலவனாசூர் கிராமம் மற்றும் அஞ்சல், கள்ளக்குறிச்சி வட்டம், கள்ளக்குறிச்சி மாவட்டம் - 606305. 2) எ. பன்னீர்செல்வம் புதுஉச்சிமேடு கிராமம் மற்றும் அஞ்சல், கள்ளக்குறிச்சி வட்டம், கள்ளக்குறிச்சி மாவட்டம் - 606203. 3) சு. ரமேஷ் மாரியம்மன் கோவில் தெரு, வேளாக்குறிச்சி கிராமம், வரஞ்சரம் அஞ்சல், கள்ளக்குறிச்சி வட்டம், கள்ளக்குறிச்சி மாவட்டம் - 606203. 4) செ. கேசவன் பழைய காலனி, உடையாநாச்சி கிராமம், கொங்கராயபாளையம் அஞ்சல், கள்ளக்குறிச்சி வட்டம். bbox=[58, 2092, 406, 2232]
appointment-section bbox=[1163, 2121, 1485, 2246]
section-heading: அஞ்செட்டி ஒன்றியம் bbox=[1239, 1933, 1409, 1953]
appointment-section bbox=[795, 1615, 1143, 1728]
section-heading: ரிஷிவந்தியம் வடக்கு ஒன்றியம் bbox=[107, 183, 357, 203]
appointment-section bbox=[1163, 221, 1485, 376]
district-heading: ஒசூர் மாநகரம் bbox=[1253, 2087, 1396, 2113]
section-heading: கெலமங்கலம் மேற்கு ஒன்றியம் bbox=[1200, 1694, 1448, 1714]
appointment-paragraph: அமைப்பாளர் - பி. மணிகண்டன் சிவபுரம், மூடுத்தூர், கள்ளக்குறிச்சி மாவட்டம். bbox=[58, 692, 406, 721]
section-heading: கிருஷ்ணகிரி மேற்கு ஒன்றியம் bbox=[480, 2128, 720, 2148]
appointment-paragraph: அமைப்பாளர் - ஆர். மோகன்குமார் பிள்ளை கொத்தூர் கிராமம், கிருஷ்ணகிரி மாவட்டம். bbox=[1163, 761, 1485, 788]
appointment-section bbox=[426, 2128, 774, 2273]
appointment-paragraph: அமைப்பாளர் - ரா. அய்யாசாமி வடக்குத் தெரு, வடதொரசலூர் அஞ்சல், கள்ளக்குறிச்சி வட்டம், கள்ளக்குறிச்சி மாவட்டம் - 606206. bbox=[58, 1785, 406, 1814]
appointment-paragraph: துணை அமைப்பாளர்கள் - 1) சுரேஷ் உப்பர் ராஜ காளனி, ஒசூர், கிருஷ்ணகிரி மாவட்டம் 2) முருகதாஸ் என்.ஜி.ஜி.ஓ.எஸ். காலனி, ஒசூர். 3) டி. சேகர் உளிமங்கலம் 4) எம். மணிகண்டன் திருப்பதி நகர், ஒசூர். கிருஷ்ணகிரி மாவட்டம் 5) கே. விநோத் bbox=[1163, 2187, 1485, 2244]
appointment-paragraph: 9) கை. சித்திக் 24, சீனிவாச காலனி, 3வது கிராஸ் புதுப்பேட்டை, கிருஷ்ணகிரி. bbox=[795, 1363, 1143, 1392]
appointment-section bbox=[426, 177, 774, 225]
appointment-section bbox=[795, 415, 1143, 544]
appointment-paragraph: அமைப்பாளர் - வி. பாரதிராஜா பன்னீர்செல்வம் தெரு, காவேரிப்பட்டினம் கிருஷ்ணகிரி மாவட்டம். bbox=[795, 1774, 1143, 1803]
continuation-line: தொடர்ச்சி bbox=[1401, 144, 1471, 162]
appointment-paragraph: துணை அமைப்பாளர்கள் - 1) ரா. விக்னேஷ் வேலம்பட்டி - அஞ்சல் போச்சம்பள்ளி வட்டம் 2) ஏ. சுந்தரராஜன் தட்டக்கல் நாகரசம்பட்டி - அஞ்சல் போச்சம்பள்ளி வட்டம் 3) வி. அரவிந்தன் வேலம்பட்டி - அஞ்சல் போச்சம்பள்ளி வட்டம் 4) ச. கிருஷ்ணமூர்த்தி மண்ணுநாயம்பட்டி, வேலம்பட்டி அஞ்சல், போச்சம்பள்ளி வட்டம் bbox=[795, 1970, 1143, 2046]
column-divider bbox=[1154, 177, 1155, 2311]
appointment-paragraph: அமைப்பாளர் - எஸ். கார்த்திகேயன் பிள்ளையார் கோயில் தெரு , பர்கூர், கிருஷ்ணகிரி மாவட்டம். bbox=[795, 2093, 1143, 2122]
appointment-section bbox=[1163, 1933, 1485, 2073]
column-3 bbox=[795, 177, 1143, 2311]
appointment-paragraph: அமைப்பாளர் - எஸ். சண்முகம் நாச்சிகுப்பம் கிராமம், கிருஷ்ணகிரி மாவட்டம். bbox=[1163, 422, 1485, 449]
appointment-paragraph: அமைப்பாளர் - ஆர். ரங்கநாதன் கூருகனப்பள்ளி கிராமம், கிருஷ்ணகிரி மாவட்டம். bbox=[1163, 946, 1485, 973]
appointment-paragraph: அமைப்பாளர் - முருகேசன் பாலேகுளி கிராமம் (ம) அஞ்சல், கிருஷ்ணகிரி மாவட்டம். bbox=[426, 1804, 774, 1832]
headline-rule bbox=[58, 170, 1485, 172]
section-heading: ரிஷிவந்தியம் தெற்கு ஒன்றியம் bbox=[109, 406, 355, 426]
appointment-paragraph: துணை அமைப்பாளர்கள் - 1) கே. விஜயகாந்த் சிவன்கோயில் தெரு, மணலூர்பேட்டை - 605754. 2) எம். முகமதுயூசுப், சேனியர் வீதி, மணலூர்பேட்டை - 605754. 3) எம். ஏழுமலை மாரியம்மன் கோயில் தெரு, மணலூர்பேட்டை - 605754. bbox=[426, 1088, 774, 1148]
appointment-section bbox=[426, 1549, 774, 1758]
appointment-paragraph: துணை அமைப்பாளர்கள் - 1) மு. பழனி ஆலப்பட்டி கிருஷ்ணகிரி மாவட்டம். 2) எம். சரவணன் காமராஜ் நகர் தேவசமுத்திரம் 3) என். முருகன் சின்ன சேக்காது மோரமடுகு 4) எம். சந்திரசேகர் பச்சினாம்பள்ளி கிருஷ்ணகிரி மாவட்டம். 5) எ. சுந்தரமூர்த்தி மாதேப்பட்டி, செம்படமுத்தூர் கிருஷ்ணகிரி bbox=[426, 2195, 774, 2272]
appointment-paragraph: துணை அமைப்பாளர்கள் - 1) ஆர். ராஜ அம்மன் கோவில் அருகில் காவேரிப்பட்டினம் 2) ஜெ. நடேசன் பன்னீர்செல்வம் தெரு, கிருஷ்ணகிரி. 3) அருண் சண்முக செட்டி தெரு,காவேரிப்பட்டினம் 4) கே. திருமூர்த்தி கோட்டை, முனியப்பன் கோவில் அருகில், காவேரிப்பட்டினம், கிருஷ்ணகிரி மாவட்டம். bbox=[795, 1810, 1143, 1887]
appointment-section bbox=[58, 1754, 406, 1994]
section-heading: ஒசூர் மேற்கு பகுதி bbox=[1250, 2121, 1399, 2142]
appointment-paragraph: அமைப்பாளர் - ஜெகநாதன் கோடியூர் கிராமம் குள்ளம்பட்டி அஞ்சல் போச்சம்பள்ளி bbox=[795, 589, 1143, 618]
appointment-section bbox=[426, 1198, 774, 1375]
appointment-paragraph: துணை அமைப்பாளர்கள் - 1) சி. தம்பிதுரை பாலிநாயனப்பள்ளி கிராமம் (ம) அஞ்சல், பர்கூர் வட்டம். 2) சி.கோபி கொல்லப்பள்ளி கிராமம், மகக்கம்பந்தம் அஞ்சல், பருகூர் வட்டம் 3) எம். நவீன்குமார் மருதேப்பள்ளி கிராமம் (ம) அஞ்சல், பர்கூர் வட்டம் 4) எஸ். மாதேஷ் பண்டப்பட்டி கிராமம் (ம) அஞ்சல், கிருஷ்ணகிரி மாவட்டம். 5) த. மல்லேசன்கொட்டேயூர் கிராமம், சிந்தகம்பள்ளி அஞ்சல், பர்கூர் வட்டம் 6) ஜெ. அருண்ஜோசப் குழந்தை யேசு நகர் எழுத்தசிரி அஞ்சல். bbox=[795, 274, 1143, 399]
appointment-paragraph: அமைப்பாளர் - பி. சந்தர் காந்தி ரோடு, ஜூஜூவாடி, ஒசூர் கிருஷ்ணகிரி மாவட்டம். bbox=[1163, 2152, 1485, 2179]
column-1 bbox=[58, 177, 406, 2311]
page-header bbox=[0, 39, 1543, 87]
section-heading: சின்னசேலம் தெற்கு ஒன்றியம் bbox=[482, 239, 719, 259]
appointment-section bbox=[795, 766, 1143, 927]
appointment-section bbox=[795, 1408, 1143, 1601]
appointment-paragraph: துணை அமைப்பாளர்கள் - 1) மணி வராகசந்திரம் கிராமம், கிருஷ்ணகிரி மாவட்டம். 2) சோமண்ணா விருப்பசந்திரம் கிராமம், கிருஷ்ணகிரி மாவட்டம். 3) நாராயணன் சிந்தகும்மனப்பள்ளி கிராமம், கிருஷ்ணகிரி மாவட்டம். 4) லிங்கோஜிராவ் விருப்பசந்திரம் கிராமம், கிருஷ்ணகிரி மாவட்டம். 5) கிருஷ்ணன் வராகசந்திரம் கிராமம், கிருஷ்ணகிரி மாவட்டம். bbox=[1163, 626, 1485, 714]
appointment-paragraph: துணை அமைப்பாளர்கள் - 1) தோ. சுரேஷ் மேற்குத் தெரு, தென்சிறுவலூர் (தி), சின்னசேலம் (வ), கள்ளக்குறிச்சி மாவட்டம். 2) சி. காசி தெற்குக்காட்டுக்கொட்டாய், ஈசாந்தை கிராமம், சின்னசேலம் வட்டம், கள்ளக்குறிச்சி மாவட்டம். 3) த. தினேஷ் பாக்கம்பாடி கிராமம், சின்னசேலம் வட்டம், கள்ளக்குறிச்சி மாவட்டம். 4) தீ. மீனா வடக்குத்தெரு, நயினார்பாளையம், சின்னசேலம் வட்டம், கள்ளக்குறிச்சி மாவட்டம். 5) ந. ராஜதுரை செம்பாக்குறிச்சி கிராமம், சின்னசேலம் வட்டம், கள்ளக்குறிச்சி மாவட்டம். bbox=[426, 306, 774, 430]
